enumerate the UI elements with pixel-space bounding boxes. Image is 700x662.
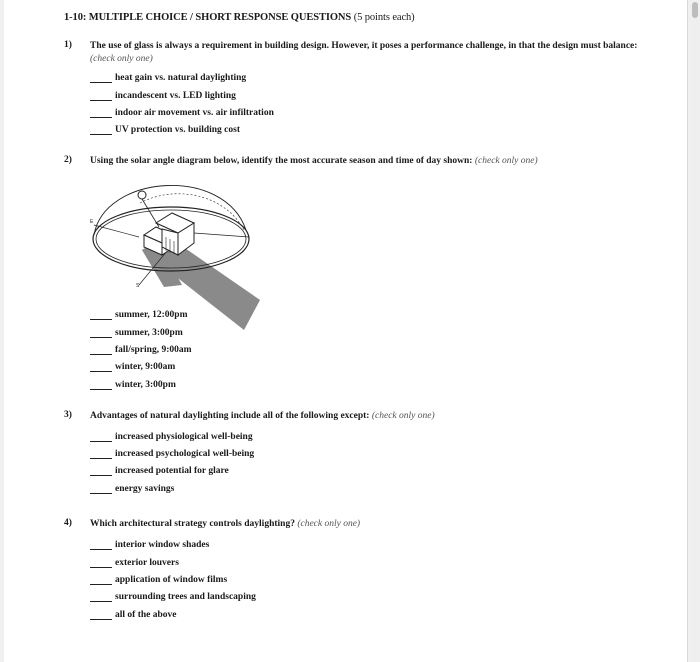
answer-blank[interactable] bbox=[90, 310, 112, 320]
section-header bbox=[64, 12, 415, 23]
option-4a[interactable] bbox=[90, 540, 209, 550]
option-label: fall/spring, 9:00am bbox=[115, 345, 192, 355]
option-label: all of the above bbox=[115, 610, 177, 620]
option-4d[interactable] bbox=[90, 592, 256, 602]
option-label: summer, 3:00pm bbox=[115, 328, 183, 338]
question-number: 4) bbox=[64, 518, 72, 528]
option-label: summer, 12:00pm bbox=[115, 310, 188, 320]
option-label: indoor air movement vs. air infiltration bbox=[115, 108, 274, 118]
question-prompt: Which architectural strategy controls daylighting? bbox=[90, 519, 295, 529]
answer-blank[interactable] bbox=[90, 432, 112, 442]
answer-blank[interactable] bbox=[90, 362, 112, 372]
answer-blank[interactable] bbox=[90, 449, 112, 459]
option-3a[interactable] bbox=[90, 432, 253, 442]
question-hint: (check only one) bbox=[90, 53, 153, 64]
diagram-label-s: S bbox=[136, 283, 140, 289]
option-label: exterior louvers bbox=[115, 558, 179, 568]
option-3c[interactable] bbox=[90, 466, 229, 476]
option-label: increased physiological well-being bbox=[115, 432, 253, 442]
diagram-label-e: E bbox=[90, 219, 94, 225]
sun-icon bbox=[138, 191, 146, 199]
option-1c[interactable] bbox=[90, 108, 274, 118]
question-text bbox=[90, 518, 650, 531]
worksheet-page bbox=[4, 0, 688, 662]
option-2d[interactable] bbox=[90, 362, 175, 372]
option-label: UV protection vs. building cost bbox=[115, 125, 241, 135]
header-title: 1-10: MULTIPLE CHOICE / SHORT RESPONSE QUESTIONS bbox=[64, 12, 352, 23]
question-hint: (check only one) bbox=[371, 411, 435, 421]
answer-blank[interactable] bbox=[90, 592, 112, 602]
option-4b[interactable] bbox=[90, 558, 179, 568]
answer-blank[interactable] bbox=[90, 540, 112, 550]
option-2a[interactable] bbox=[90, 310, 187, 320]
option-4c[interactable] bbox=[90, 575, 227, 585]
answer-blank[interactable] bbox=[90, 558, 112, 568]
answer-blank[interactable] bbox=[90, 575, 112, 585]
answer-blank[interactable] bbox=[90, 91, 112, 101]
question-number: 3) bbox=[64, 410, 72, 420]
answer-blank[interactable] bbox=[90, 345, 112, 355]
option-2b[interactable] bbox=[90, 328, 183, 338]
answer-blank[interactable] bbox=[90, 466, 112, 476]
option-label: application of window films bbox=[115, 575, 228, 585]
question-prompt: Advantages of natural daylighting include all of the following except: bbox=[90, 411, 370, 421]
option-label: increased potential for glare bbox=[115, 466, 229, 476]
question-number: 1) bbox=[64, 40, 72, 50]
answer-blank[interactable] bbox=[90, 73, 112, 83]
question-prompt: Using the solar angle diagram below, identify the most accurate season and time of day shown: bbox=[90, 156, 473, 166]
question-hint: (check only one) bbox=[297, 519, 361, 529]
question-prompt: The use of glass is always a requirement in building design. However, it poses a performance challenge, in that the design must balance: bbox=[90, 41, 638, 51]
question-number: 2) bbox=[64, 155, 72, 165]
question-text bbox=[90, 410, 650, 423]
option-3d[interactable] bbox=[90, 484, 174, 494]
option-4e[interactable] bbox=[90, 610, 176, 620]
question-text bbox=[90, 40, 650, 65]
answer-blank[interactable] bbox=[90, 108, 112, 118]
option-label: interior window shades bbox=[115, 540, 210, 550]
option-label: increased psychological well-being bbox=[115, 449, 255, 459]
answer-blank[interactable] bbox=[90, 380, 112, 390]
answer-blank[interactable] bbox=[90, 328, 112, 338]
option-label: energy savings bbox=[115, 484, 175, 494]
option-2e[interactable] bbox=[90, 380, 176, 390]
option-label: heat gain vs. natural daylighting bbox=[115, 73, 247, 83]
answer-blank[interactable] bbox=[90, 610, 112, 620]
option-1d[interactable] bbox=[90, 125, 240, 135]
option-label: winter, 3:00pm bbox=[115, 380, 176, 390]
scrollbar-thumb[interactable] bbox=[692, 2, 698, 18]
header-points: (5 points each) bbox=[353, 12, 415, 23]
question-hint: (check only one) bbox=[474, 156, 538, 166]
question-text bbox=[90, 155, 650, 168]
option-label: incandescent vs. LED lighting bbox=[115, 91, 236, 101]
option-3b[interactable] bbox=[90, 449, 254, 459]
answer-blank[interactable] bbox=[90, 125, 112, 135]
option-2c[interactable] bbox=[90, 345, 192, 355]
option-1b[interactable] bbox=[90, 91, 236, 101]
option-1a[interactable] bbox=[90, 73, 246, 83]
answer-blank[interactable] bbox=[90, 484, 112, 494]
option-label: surrounding trees and landscaping bbox=[115, 592, 256, 602]
vertical-scrollbar[interactable] bbox=[690, 0, 700, 662]
option-label: winter, 9:00am bbox=[115, 362, 176, 372]
